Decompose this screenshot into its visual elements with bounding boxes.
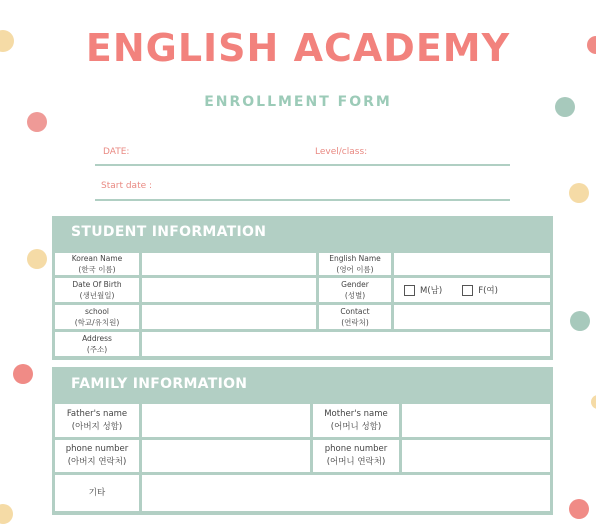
date-label: DATE: [103, 147, 130, 157]
decor-dot [569, 499, 589, 519]
address-input[interactable] [142, 332, 550, 356]
date-level-row[interactable] [95, 144, 510, 166]
start-date-label: Start date : [101, 181, 153, 191]
school-input[interactable] [142, 305, 316, 329]
father-name-label-cell: Father's name (아버지 성함) [55, 404, 139, 437]
father-phone-input[interactable] [142, 440, 310, 472]
level-label: Level/class: [315, 147, 368, 157]
gender-label-cell: Gender (성별) [319, 278, 391, 302]
decor-dot [591, 395, 596, 409]
student-information-section [52, 216, 553, 360]
mother-name-input[interactable] [402, 404, 550, 437]
father-phone-label-cell: phone number (아버지 연락처) [55, 440, 139, 472]
korean-name-input[interactable] [142, 253, 316, 275]
english-name-input[interactable] [394, 253, 550, 275]
gender-f-checkbox[interactable] [462, 285, 473, 296]
family-section-title: FAMILY INFORMATION [71, 376, 248, 392]
gender-m-checkbox[interactable] [404, 285, 415, 296]
other-label-cell: 기타 [55, 475, 139, 511]
student-section-title: STUDENT INFORMATION [71, 224, 267, 240]
decor-dot [569, 183, 589, 203]
page-title: ENGLISH ACADEMY [85, 26, 511, 70]
dob-input[interactable] [142, 278, 316, 302]
page-subtitle: ENROLLMENT FORM [204, 94, 392, 110]
contact-label-cell: Contact (연락처) [319, 305, 391, 329]
gender-m-label: M(남) [420, 286, 443, 296]
english-name-label-cell: English Name (영어 이름) [319, 253, 391, 275]
other-input[interactable] [142, 475, 550, 511]
father-name-input[interactable] [142, 404, 310, 437]
mother-phone-input[interactable] [402, 440, 550, 472]
contact-input[interactable] [394, 305, 550, 329]
decor-dot [27, 249, 47, 269]
dob-label-cell: Date Of Birth (생년월일) [55, 278, 139, 302]
gender-options-cell [394, 278, 550, 302]
korean-name-label-cell: Korean Name (한국 이름) [55, 253, 139, 275]
gender-f-label: F(여) [478, 286, 498, 296]
decor-dot [27, 112, 47, 132]
mother-name-label-cell: Mother's name (어머니 성함) [313, 404, 399, 437]
address-label-cell: Address (주소) [55, 332, 139, 356]
decor-dot [570, 311, 590, 331]
decor-dot [0, 504, 13, 524]
mother-phone-label-cell: phone number (어머니 연락처) [313, 440, 399, 472]
family-information-section [52, 367, 553, 515]
start-date-row[interactable] [95, 179, 510, 201]
school-label-cell: school (학교/유치원) [55, 305, 139, 329]
decor-dot [13, 364, 33, 384]
